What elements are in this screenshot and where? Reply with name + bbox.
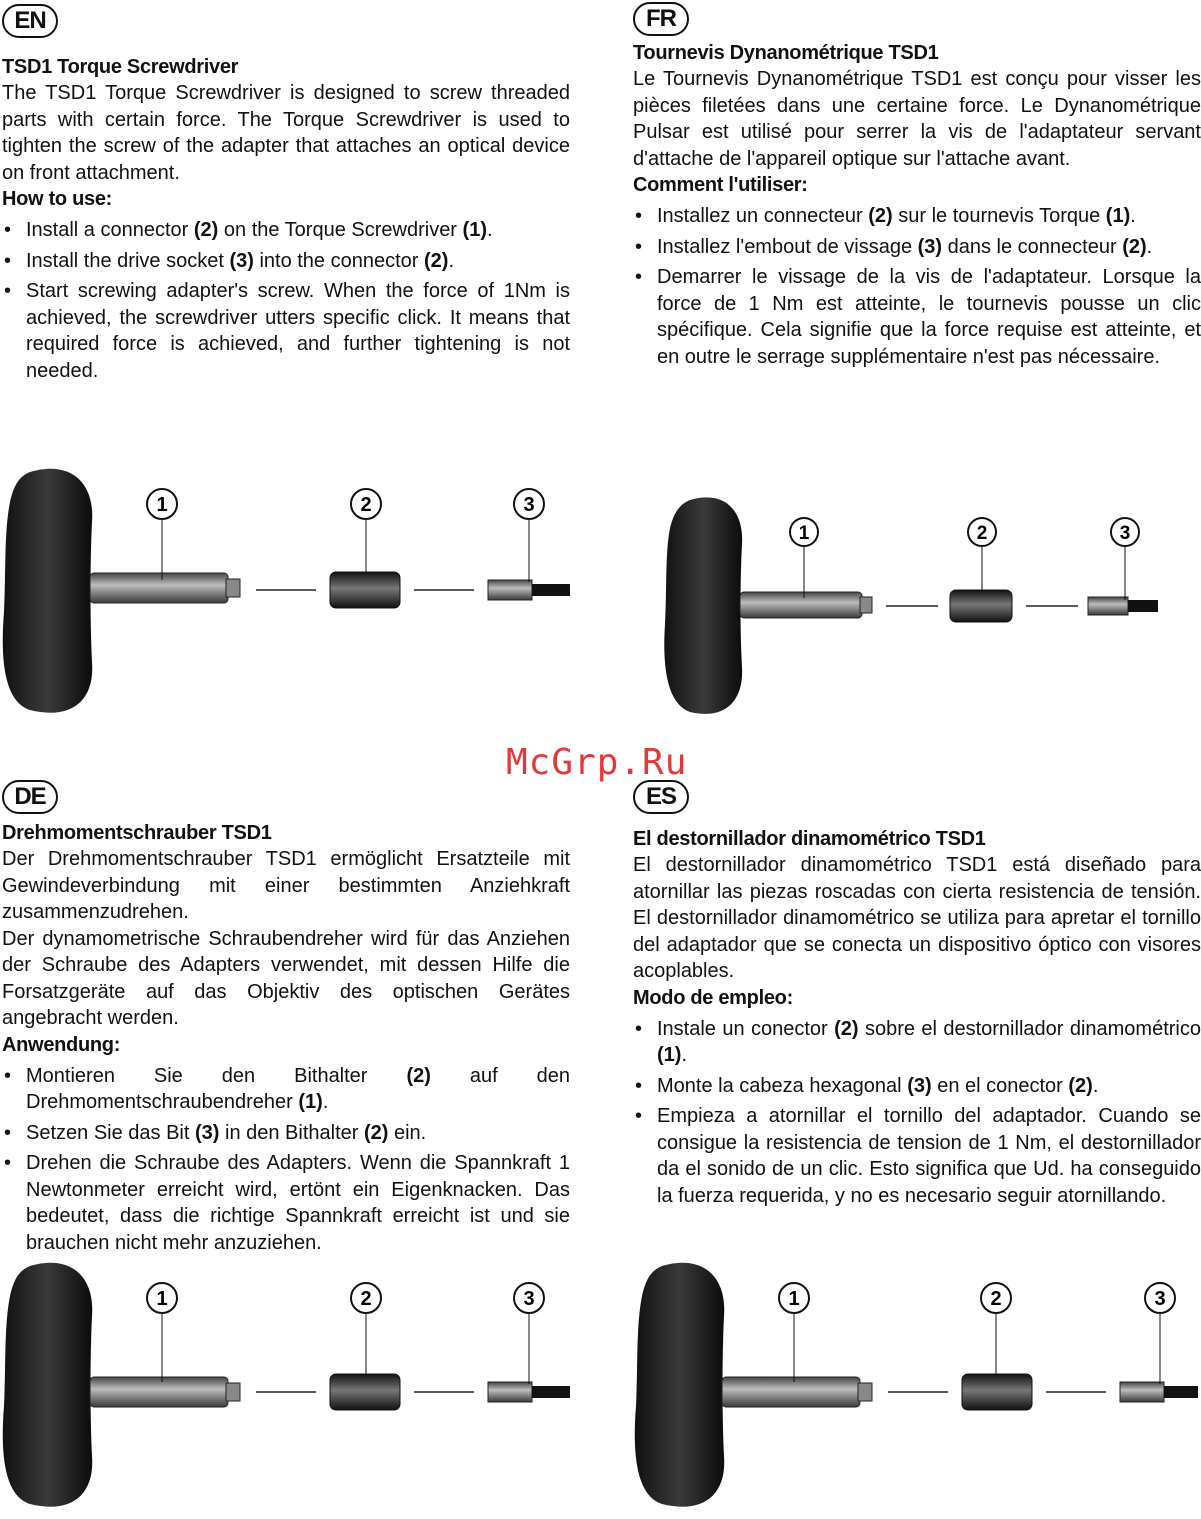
section-title-en: TSD1 Torque Screwdriver — [2, 56, 239, 78]
section-title-de: Drehmomentschrauber TSD1 — [2, 822, 272, 844]
shaft-icon — [722, 1377, 860, 1407]
shaft-tip-icon — [860, 597, 872, 613]
callout-label-3: 3 — [523, 1288, 535, 1310]
shaft-icon — [90, 1377, 228, 1407]
callout-label-2: 2 — [990, 1288, 1002, 1310]
bit-icon — [1120, 1382, 1164, 1402]
lang-badge-de: DE — [2, 780, 58, 814]
lang-badge-fr: FR — [633, 2, 689, 36]
howto-es: Modo de empleo: — [633, 986, 793, 1009]
shaft-tip-icon — [226, 1383, 240, 1401]
step-es-3: • Empieza a atornillar el tornillo del adaptador. Cuando se consigue la resistencia de tension de 1 Nm, el destornillador da el sonido de un clic. Esto significa que Ud. ha conseguido la fuerza requerida, y no es necesario seguir atornillando. — [633, 1103, 1201, 1209]
callout-label-2: 2 — [976, 523, 988, 544]
intro-de: Der Drehmomentschrauber TSD1 ermöglicht Ersatzteile mit Gewindeverbindung mit einer bestimmten Anziehkraft zusammenzudrehen. — [2, 848, 570, 923]
handle-icon — [3, 1263, 92, 1507]
step-de-3: • Drehen die Schraube des Adapters. Wenn die Spannkraft 1 Newtonmeter erreicht wird, ertönt ein Eigenknacken. Das bedeutet, dass die richtige Spannkraft erreicht ist und sie brauchen nicht mehr anzuziehen. — [2, 1150, 570, 1256]
shaft-tip-icon — [858, 1383, 872, 1401]
step-de-1: • Montieren Sie den Bithalter (2) auf den Drehmomentschraubendreher (1). — [2, 1063, 570, 1116]
watermark: McGrp.Ru — [506, 742, 688, 783]
step-en-1: • Install a connector (2) on the Torque Screwdriver (1). — [2, 217, 570, 244]
step-en-3: • Start screwing adapter's screw. When the force of 1Nm is achieved, the screwdriver utters specific click. It means that required force is achieved, and further tightening is not needed. — [2, 278, 570, 384]
shaft-icon — [740, 592, 862, 618]
callout-label-1: 1 — [156, 1288, 168, 1310]
intro-fr: Le Tournevis Dynanométrique TSD1 est conçu pour visser les pièces filetées dans une certaine force. Le Dynanométrique Pulsar est utilisé pour serrer la vis de l'adaptateur servant d'attache de l'appareil optique sur l'attache avant. — [633, 68, 1201, 170]
step-fr-1: • Installez un connecteur (2) sur le tournevis Torque (1). — [633, 203, 1201, 230]
steps-en — [2, 217, 570, 384]
illustration-de — [0, 1256, 580, 1519]
step-es-2: • Monte la cabeza hexagonal (3) en el conector (2). — [633, 1073, 1201, 1100]
section-fr — [633, 2, 1201, 370]
handle-icon — [3, 469, 92, 713]
callout-label-1: 1 — [156, 494, 168, 516]
intro-en: The TSD1 Torque Screwdriver is designed to screw threaded parts with certain force. The Torque Screwdriver is used to tighten the screw of the adapter that attaches an optical device on front attachment. — [2, 82, 570, 184]
step-fr-3: • Demarrer le vissage de la vis de l'adaptateur. Lorsque la force de 1 Nm est atteinte, le tournevis pousse un clic spécifique. Cela signifie que la force requise est atteinte, et en outre le serrage supplémentaire n'est pas nécessaire. — [633, 264, 1201, 370]
steps-fr — [633, 203, 1201, 370]
step-fr-2: • Installez l'embout de vissage (3) dans le connecteur (2). — [633, 234, 1201, 261]
bit-tip-icon — [1164, 1386, 1198, 1398]
section-title-fr: Tournevis Dynanométrique TSD1 — [633, 42, 939, 64]
section-title-es: El destornillador dinamométrico TSD1 — [633, 828, 986, 850]
callout-label-1: 1 — [798, 523, 810, 544]
shaft-tip-icon — [226, 579, 240, 597]
handle-icon — [635, 1263, 724, 1507]
illustration-fr — [660, 492, 1170, 725]
section-de — [2, 780, 570, 1256]
callout-label-3: 3 — [1154, 1288, 1166, 1310]
shaft-icon — [90, 573, 228, 603]
illustration-en — [0, 462, 580, 725]
callout-label-1: 1 — [788, 1288, 800, 1310]
bit-icon — [488, 580, 532, 600]
step-de-2: • Setzen Sie das Bit (3) in den Bithalter (2) ein. — [2, 1120, 570, 1147]
socket-icon — [962, 1374, 1032, 1410]
callout-group — [147, 489, 544, 582]
step-es-1: • Instale un conector (2) sobre el destornillador dinamométrico (1). — [633, 1016, 1201, 1069]
intro-es: El destornillador dinamométrico TSD1 está diseñado para atornillar las piezas roscadas con cierta resistencia de tensión. El destornillador dinamométrico se utiliza para apretar el tornillo del adaptador que se conecta un dispositivo óptico con visores acoplables. — [633, 854, 1201, 982]
bit-icon — [488, 1382, 532, 1402]
steps-de — [2, 1063, 570, 1257]
lang-badge-en: EN — [2, 4, 58, 38]
socket-icon — [950, 590, 1012, 622]
handle-icon — [664, 497, 742, 713]
callout-label-3: 3 — [523, 494, 535, 516]
intro2-de: Der dynamometrische Schraubendreher wird für das Anziehen der Schraube des Adapters verwendet, mit dessen Hilfe die Forsatzgeräte auf das Objektiv des optischen Gerätes angebracht werden. — [2, 927, 570, 1029]
bit-tip-icon — [532, 584, 570, 596]
socket-icon — [330, 1374, 400, 1410]
callout-label-3: 3 — [1119, 523, 1131, 544]
lang-badge-es: ES — [633, 780, 689, 814]
bit-tip-icon — [532, 1386, 570, 1398]
section-es — [633, 780, 1201, 1209]
howto-en: How to use: — [2, 188, 113, 210]
howto-de: Anwendung: — [2, 1033, 121, 1056]
bit-tip-icon — [1128, 600, 1158, 612]
illustration-es — [632, 1256, 1201, 1519]
steps-es — [633, 1016, 1201, 1210]
bit-icon — [1088, 597, 1128, 615]
section-en — [2, 4, 570, 384]
howto-fr: Comment l'utiliser: — [633, 174, 808, 196]
callout-label-2: 2 — [360, 1288, 372, 1310]
step-en-2: • Install the drive socket (3) into the connector (2). — [2, 248, 570, 275]
socket-icon — [330, 572, 400, 608]
callout-label-2: 2 — [360, 494, 372, 516]
